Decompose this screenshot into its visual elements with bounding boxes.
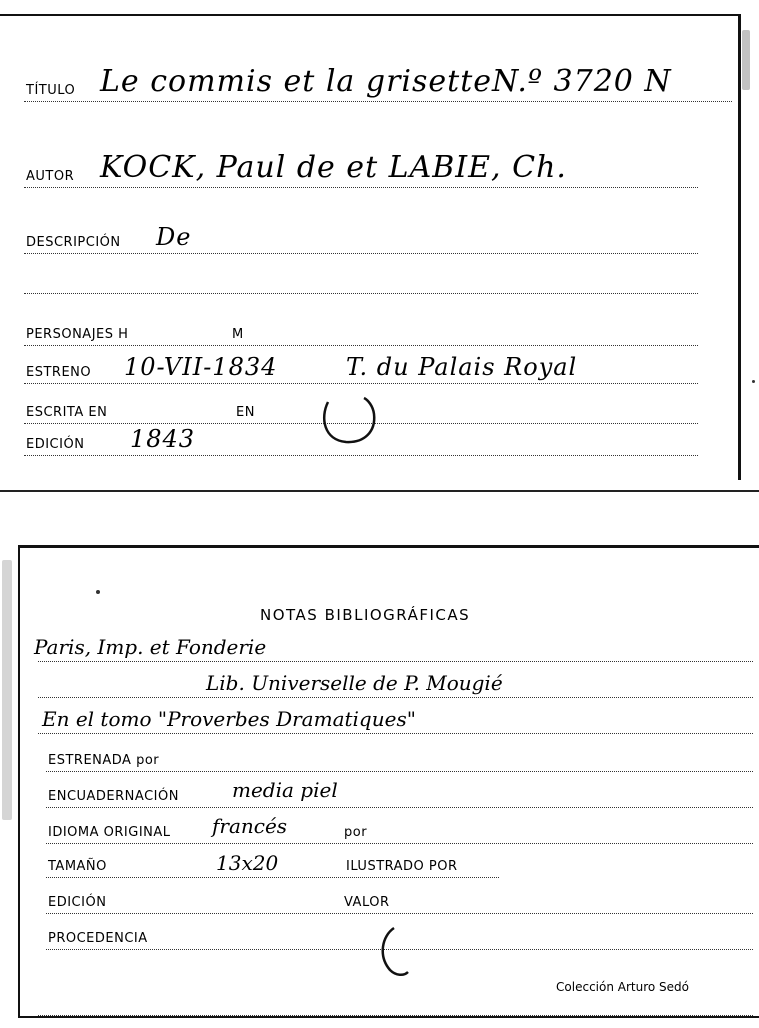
encuadernacion-value: media piel bbox=[232, 778, 338, 802]
descripcion-value: De bbox=[156, 223, 192, 251]
scan-noise bbox=[96, 590, 100, 594]
stamp-mark-back bbox=[374, 920, 438, 984]
edicion-back-label: EDICIÓN bbox=[48, 895, 107, 910]
ilustrado-label: ILUSTRADO POR bbox=[346, 859, 458, 874]
titulo-value: Le commis et la grisetteN.º 3720 N bbox=[100, 64, 672, 99]
encuadernacion-label: ENCUADERNACIÓN bbox=[48, 789, 179, 804]
encuadernacion-row bbox=[20, 778, 759, 808]
descripcion-row bbox=[0, 224, 738, 254]
tamano-value: 13x20 bbox=[216, 851, 279, 875]
estreno-date: 10-VII-1834 bbox=[124, 353, 278, 381]
note-row-1 bbox=[20, 632, 759, 662]
edicion-value: 1843 bbox=[130, 425, 196, 453]
idioma-value: francés bbox=[212, 814, 288, 838]
blank-row bbox=[0, 264, 738, 294]
idioma-row bbox=[20, 814, 759, 844]
note-line-3: En el tomo "Proverbes Dramatiques" bbox=[42, 707, 416, 731]
titulo-label: TÍTULO bbox=[26, 83, 76, 98]
autor-label: AUTOR bbox=[26, 169, 75, 184]
autor-row bbox=[0, 150, 738, 188]
edicion-label: EDICIÓN bbox=[26, 437, 85, 452]
estrenada-label: ESTRENADA por bbox=[48, 753, 160, 768]
descripcion-label: DESCRIPCIÓN bbox=[26, 235, 121, 250]
autor-value: KOCK, Paul de et LABIE, Ch. bbox=[100, 150, 567, 185]
titulo-row bbox=[0, 64, 738, 102]
notas-heading: NOTAS BIBLIOGRÁFICAS bbox=[260, 606, 471, 624]
stamp-mark-front bbox=[318, 388, 382, 452]
valor-label: VALOR bbox=[344, 895, 390, 910]
card-divider bbox=[0, 490, 759, 492]
note-row-3 bbox=[20, 704, 759, 734]
note-row-2 bbox=[20, 668, 759, 698]
tamano-label: TAMAÑO bbox=[48, 859, 107, 874]
scan-noise bbox=[742, 30, 750, 90]
idioma-label: IDIOMA ORIGINAL bbox=[48, 825, 171, 840]
tamano-row bbox=[20, 848, 759, 878]
personajes-label: PERSONAJES H bbox=[26, 327, 129, 342]
note-line-1: Paris, Imp. et Fonderie bbox=[34, 635, 267, 659]
procedencia-label: PROCEDENCIA bbox=[48, 931, 148, 946]
estrenada-row bbox=[20, 742, 759, 772]
catalog-card-front bbox=[0, 14, 741, 480]
edicion-back-row bbox=[20, 884, 759, 914]
escrita-en-label: ESCRITA EN bbox=[26, 405, 108, 420]
collection-credit: Colección Arturo Sedó bbox=[556, 980, 689, 994]
por-label: por bbox=[344, 825, 368, 840]
estreno-row bbox=[0, 354, 738, 384]
personajes-row bbox=[0, 316, 738, 346]
en-label: EN bbox=[236, 405, 255, 420]
catalog-card-back bbox=[18, 545, 759, 1018]
estreno-label: ESTRENO bbox=[26, 365, 92, 380]
personajes-m-label: M bbox=[232, 327, 244, 342]
scan-noise bbox=[2, 560, 12, 820]
note-line-2: Lib. Universelle de P. Mougié bbox=[206, 671, 503, 695]
estreno-place: T. du Palais Royal bbox=[346, 353, 578, 381]
scan-noise bbox=[752, 380, 755, 383]
